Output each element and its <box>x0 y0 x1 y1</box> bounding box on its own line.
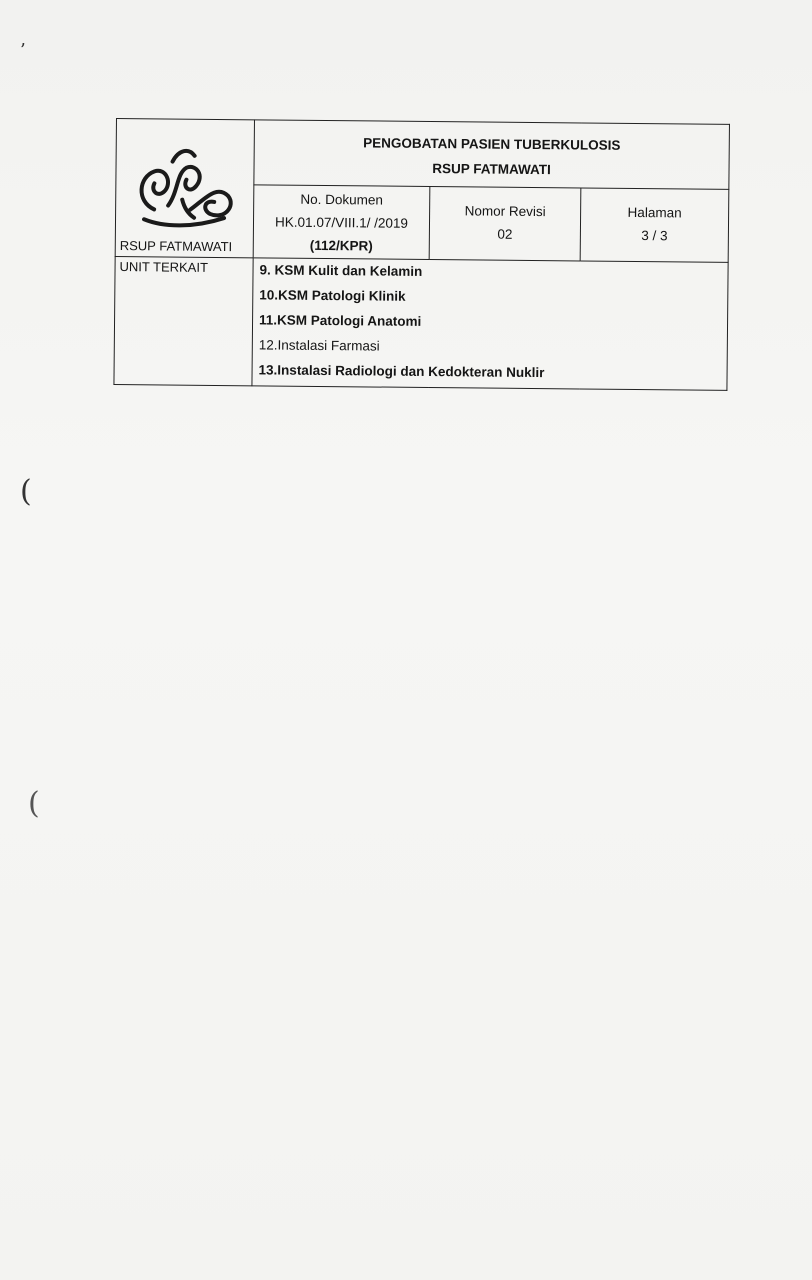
page-label: Halaman <box>627 204 682 221</box>
revision-label: Nomor Revisi <box>464 203 546 220</box>
doc-number-sub: (112/KPR) <box>309 237 373 254</box>
logo-caption: RSUP FATMAWATI <box>119 238 233 255</box>
revision-value: 02 <box>497 226 513 242</box>
unit-list <box>252 258 728 391</box>
document-header-table <box>113 118 730 391</box>
punch-hole-mark-1: ( <box>20 474 32 509</box>
list-item: 10.KSM Patologi Klinik <box>259 287 406 304</box>
doc-number-label: No. Dokumen <box>300 191 384 208</box>
list-item: 12.Instalasi Farmasi <box>258 337 380 354</box>
unit-label: UNIT TERKAIT <box>119 259 209 275</box>
doc-number-value: HK.01.07/VIII.1/ /2019 <box>275 214 408 231</box>
document-title: PENGOBATAN PASIEN TUBERKULOSIS <box>363 135 621 153</box>
institution-title: RSUP FATMAWATI <box>432 161 551 178</box>
list-item: 9. KSM Kulit dan Kelamin <box>259 262 423 279</box>
revision-cell <box>429 187 581 261</box>
page-value: 3 / 3 <box>641 228 668 244</box>
punch-hole-mark-2: ( <box>28 786 40 821</box>
hospital-logo-icon <box>124 139 247 240</box>
list-item: 13.Instalasi Radiologi dan Kedokteran Nuklir <box>258 362 545 381</box>
list-item: 11.KSM Patologi Anatomi <box>258 312 422 329</box>
unit-label-cell <box>114 256 253 385</box>
title-cell <box>254 120 730 190</box>
doc-number-cell <box>253 185 430 260</box>
page-cell <box>580 188 729 262</box>
logo-cell <box>115 119 254 258</box>
punch-mark-top: ’ <box>20 40 26 61</box>
